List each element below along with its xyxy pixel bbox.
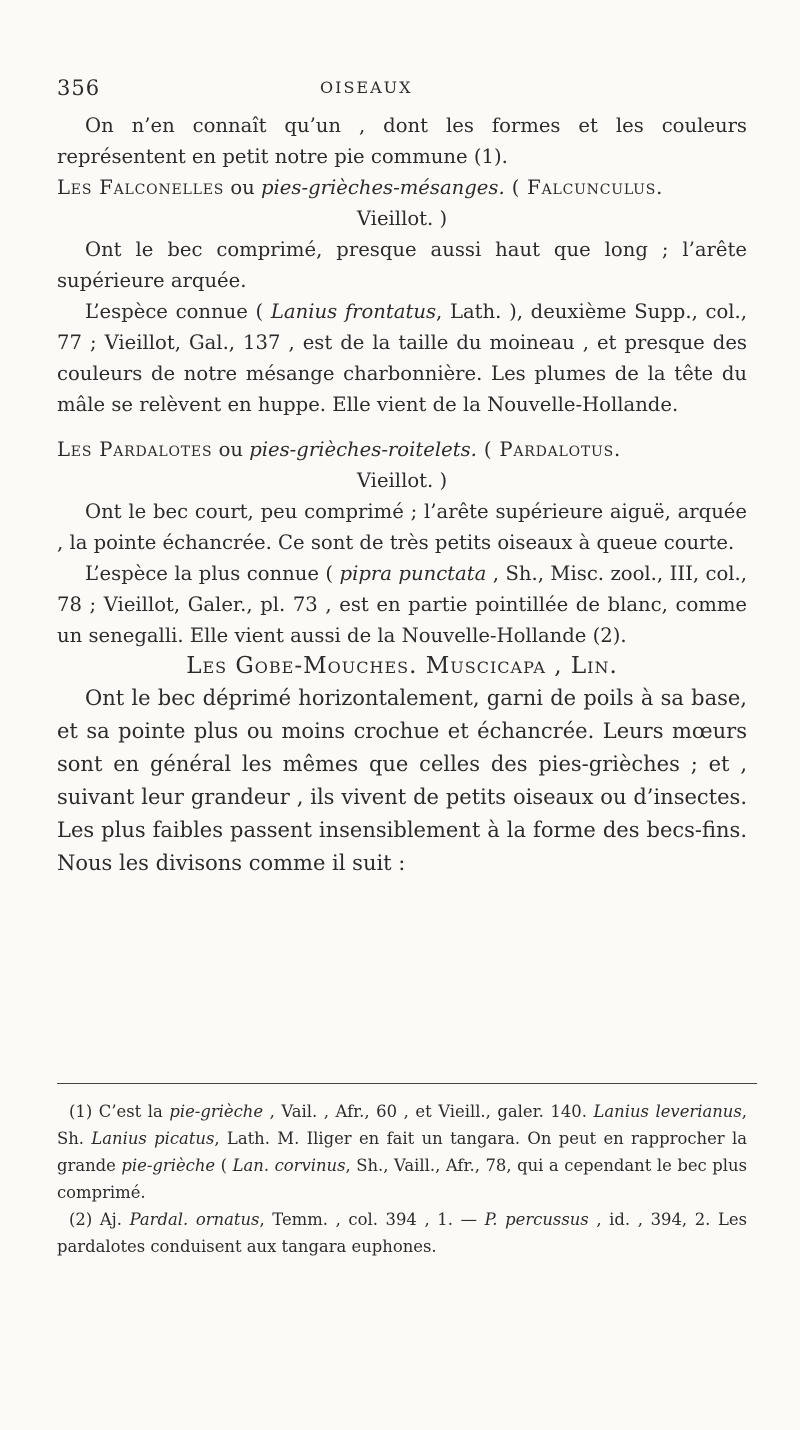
species-name: Lanius picatus — [91, 1129, 215, 1148]
text-run: (1) C’est la — [69, 1102, 170, 1121]
text-run: , Sh. — [57, 1102, 747, 1148]
page-number: 356 — [57, 76, 101, 100]
running-head: OISEAUX — [320, 78, 413, 97]
paragraph-pie: On n’en connaît qu’un , dont les formes et les couleurs représentent en petit notre pie commune (1). — [57, 114, 747, 168]
falconelles-common-name: pies-grièches-mésanges. — [261, 176, 505, 199]
section-title-gobe-mouches: Les Gobe-Mouches. Muscicapa , Lin. — [186, 653, 618, 679]
pardalotes-author: Vieillot. ) — [356, 469, 448, 492]
pardalotes-heading — [57, 434, 747, 465]
species-name: Lan. corvinus — [232, 1156, 346, 1175]
text-run: , Lath. M. Iliger en fait un tangara. On peut en rapprocher la grande — [57, 1129, 747, 1175]
text-run: L’espèce la plus connue ( — [85, 562, 340, 585]
text-run: (2) Aj. — [69, 1210, 130, 1229]
pardalotes-genus: ( Pardalotus. — [476, 438, 622, 461]
species-name: Pardal. ornatus — [129, 1210, 260, 1229]
paragraph-gobe-mouches: Ont le bec déprimé horizontalement, garni de poils à sa base, et sa pointe plus ou moins crochue et échancrée. Leurs mœurs sont en général les mêmes que celles des pies-grièches ; et , suivant leur grandeur , ils vivent de petits oiseaux ou d’insectes. Les plus faibles passent insensiblement à la forme des becs-fins. Nous les divisons comme il suit : — [57, 686, 747, 875]
text-run: ( — [215, 1156, 233, 1175]
species-name: Lanius leverianus — [593, 1102, 742, 1121]
falconelles-author: Vieillot. ) — [356, 207, 448, 230]
falconelles-heading — [57, 172, 747, 203]
text-run: , Sh., Vaill., Afr., 78, qui a cependant le bec plus comprimé. — [57, 1156, 747, 1202]
falconelles-name: Les Falconelles — [57, 176, 225, 199]
species-name: pipra punctata — [339, 562, 487, 585]
pardalotes-ou: ou — [212, 438, 250, 461]
species-name: P. percussus — [484, 1210, 589, 1229]
paragraph-falconelles-bec: Ont le bec comprimé, presque aussi haut que long ; l’arête supérieure arquée. — [57, 238, 747, 292]
paragraph-pardalotes-bec: Ont le bec court, peu comprimé ; l’arête supérieure aiguë, arquée , la pointe échancrée. Ce sont de très petits oiseaux à queue courte. — [57, 500, 747, 554]
species-name: Lanius frontatus — [270, 300, 437, 323]
falconelles-genus: ( Falcunculus. — [504, 176, 664, 199]
text-run: , id. , 394, 2. Les pardalotes conduisent aux tangara euphones. — [57, 1210, 747, 1256]
text-run: , Temm. , col. 394 , 1. — — [259, 1210, 485, 1229]
paragraph-pardalotes-espece — [57, 558, 747, 651]
spacer — [57, 420, 747, 434]
text-run: L’espèce connue ( — [85, 300, 271, 323]
text-run: , Vail. , Afr., 60 , et Vieill., galer. 140. — [263, 1102, 594, 1121]
pardalotes-common-name: pies-grièches-roitelets. — [249, 438, 477, 461]
text-run: , Sh., Misc. zool., III, col., 78 ; Vieillot, Galer., pl. 73 , est en partie pointillée de blanc, comme un senegalli. Elle vient aussi de la Nouvelle-Hollande (2). — [57, 562, 748, 647]
page-header — [57, 76, 757, 106]
species-name: pie-grièche — [169, 1102, 264, 1121]
main-text — [57, 110, 747, 880]
footnote-2 — [57, 1206, 747, 1260]
footnotes — [57, 1098, 747, 1260]
footnote-1 — [57, 1098, 747, 1206]
paragraph-falconelles-espece — [57, 296, 747, 420]
pardalotes-name: Les Pardalotes — [57, 438, 213, 461]
falconelles-ou: ou — [224, 176, 261, 199]
footnote-divider — [57, 1083, 757, 1084]
text-run: , Lath. ), deuxième Supp., col., 77 ; Vieillot, Gal., 137 , est de la taille du moineau , et presque des couleurs de notre mésange charbonnière. Les plumes de la tête du mâle se relèvent en huppe. Elle vient de la Nouvelle-Hollande. — [57, 300, 747, 416]
species-name: pie-grièche — [121, 1156, 216, 1175]
